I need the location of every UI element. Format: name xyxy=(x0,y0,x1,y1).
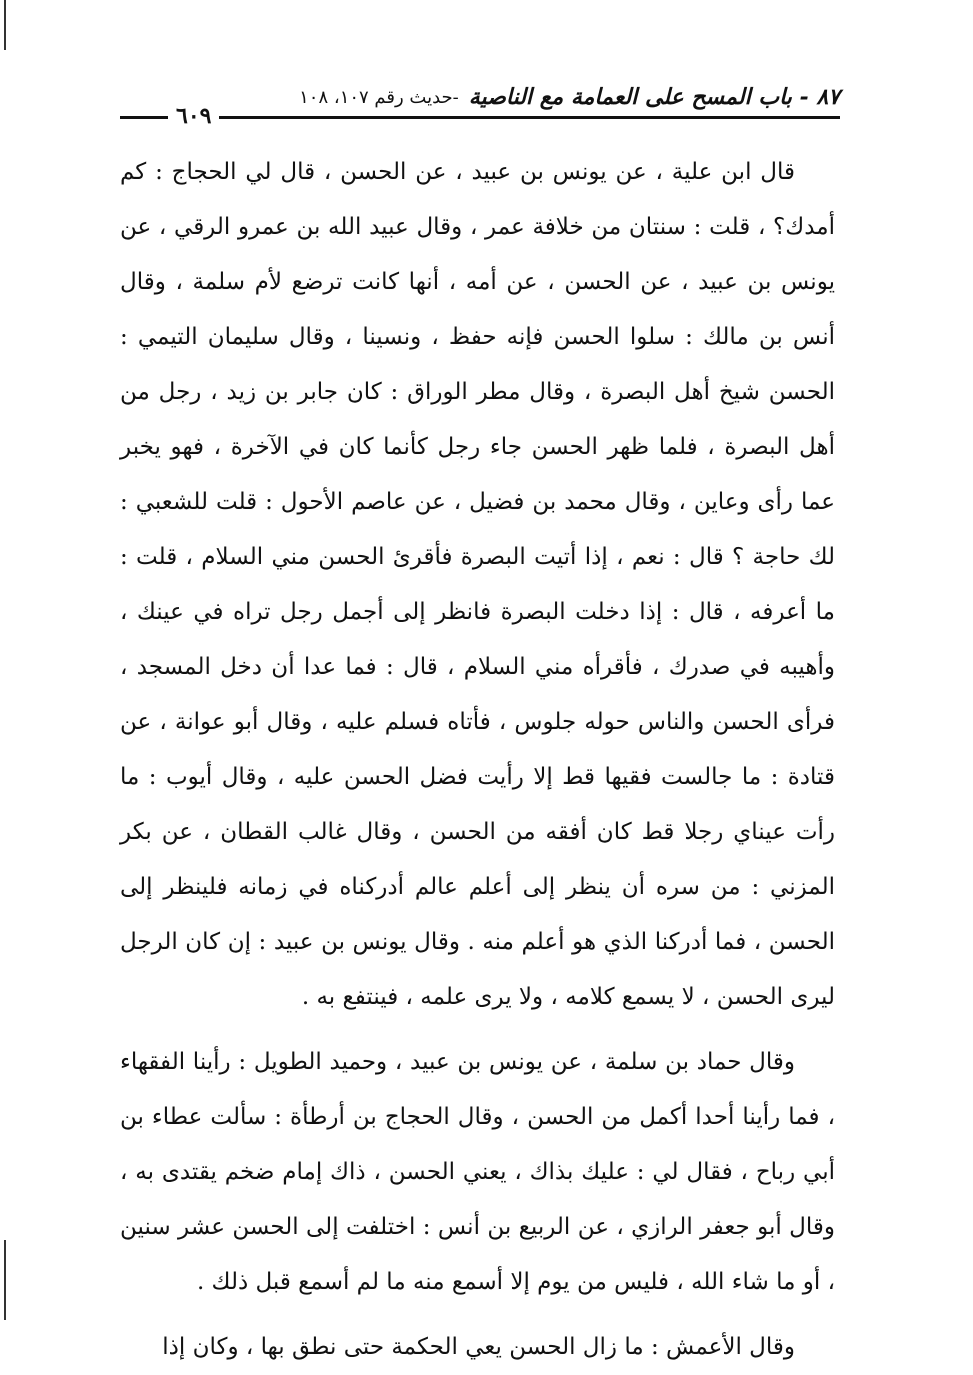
paragraph-3: وقال الأعمش : ما زال الحسن يعي الحكمة حتى نطق بها ، وكان إذا xyxy=(162,1334,795,1360)
body-text xyxy=(120,145,835,1360)
chapter-title: ٨٧ - باب المسح على العمامة مع الناصية xyxy=(468,84,840,110)
paragraph-1: قال ابن علية ، عن يونس بن عبيد ، عن الحسن ، قال لي الحجاج : كم أمدك؟ ، قلت : سنتان من خلافة عمر ، وقال عبيد الله بن عمرو الرقي ، عن يونس بن عبيد ، عن الحسن ، عن أمه ، أنها كانت ترضع لأم سلمة ، وقال أنس بن مالك : سلوا الحسن فإنه حفظ ، ونسينا ، وقال سليمان التيمي : الحسن شيخ أهل البصرة ، وقال مطر الوراق : كان جابر بن زيد ، رجل من أهل البصرة ، فلما ظهر الحسن جاء رجل كأنما كان في الآخرة ، فهو يخبر عما رأى وعاين ، وقال محمد بن فضيل ، عن عاصم الأحول : قلت للشعبي : لك حاجة ؟ قال : نعم ، إذا أتيت البصرة فأقرئ الحسن مني السلام ، قلت : ما أعرفه ، قال : إذا دخلت البصرة فانظر إلى أجمل رجل تراه في عينك ، وأهيبه في صدرك ، فأقرأه مني السلام ، قال : فما عدا أن دخل المسجد ، فرأى الحسن والناس حوله جلوس ، فأتاه فسلم عليه ، وقال أبو عوانة ، عن قتادة : ما جالست فقيها قط إلا رأيت فضل الحسن عليه ، وقال أيوب : ما رأت عيناي رجلا قط كان أفقه من الحسن ، وقال غالب القطان ، عن بكر المزني : من سره أن ينظر إلى أعلم عالم أدركناه في زمانه فلينظر إلى الحسن ، فما أدركنا الذي هو أعلم منه . وقال يونس بن عبيد : إن كان الرجل ليرى الحسن ، لا يسمع كلامه ، ولا يرى علمه ، فينتفع به . xyxy=(120,159,835,1010)
scan-edge-bottom xyxy=(4,1240,6,1320)
page-number: ٦٠٩ xyxy=(168,101,219,131)
scan-edge-top xyxy=(4,0,6,50)
running-header xyxy=(120,82,840,112)
header-rule xyxy=(120,116,840,119)
hadith-number: -حديث رقم ١٠٧، ١٠٨ xyxy=(299,86,459,108)
paragraph-2: وقال حماد بن سلمة ، عن يونس بن عبيد ، وحميد الطويل : رأينا الفقهاء ، فما رأينا أحدا أكمل من الحسن ، وقال الحجاج بن أرطأة : سألت عطاء بن أبي رباح ، فقال لي : عليك بذاك ، يعني الحسن ، ذاك إمام ضخم يقتدى به ، وقال أبو جعفر الرازي ، عن الربيع بن أنس : اختلفت إلى الحسن عشر سنين ، أو ما شاء الله ، فليس من يوم إلا أسمع منه ما لم أسمع قبل ذلك . xyxy=(120,1049,835,1295)
